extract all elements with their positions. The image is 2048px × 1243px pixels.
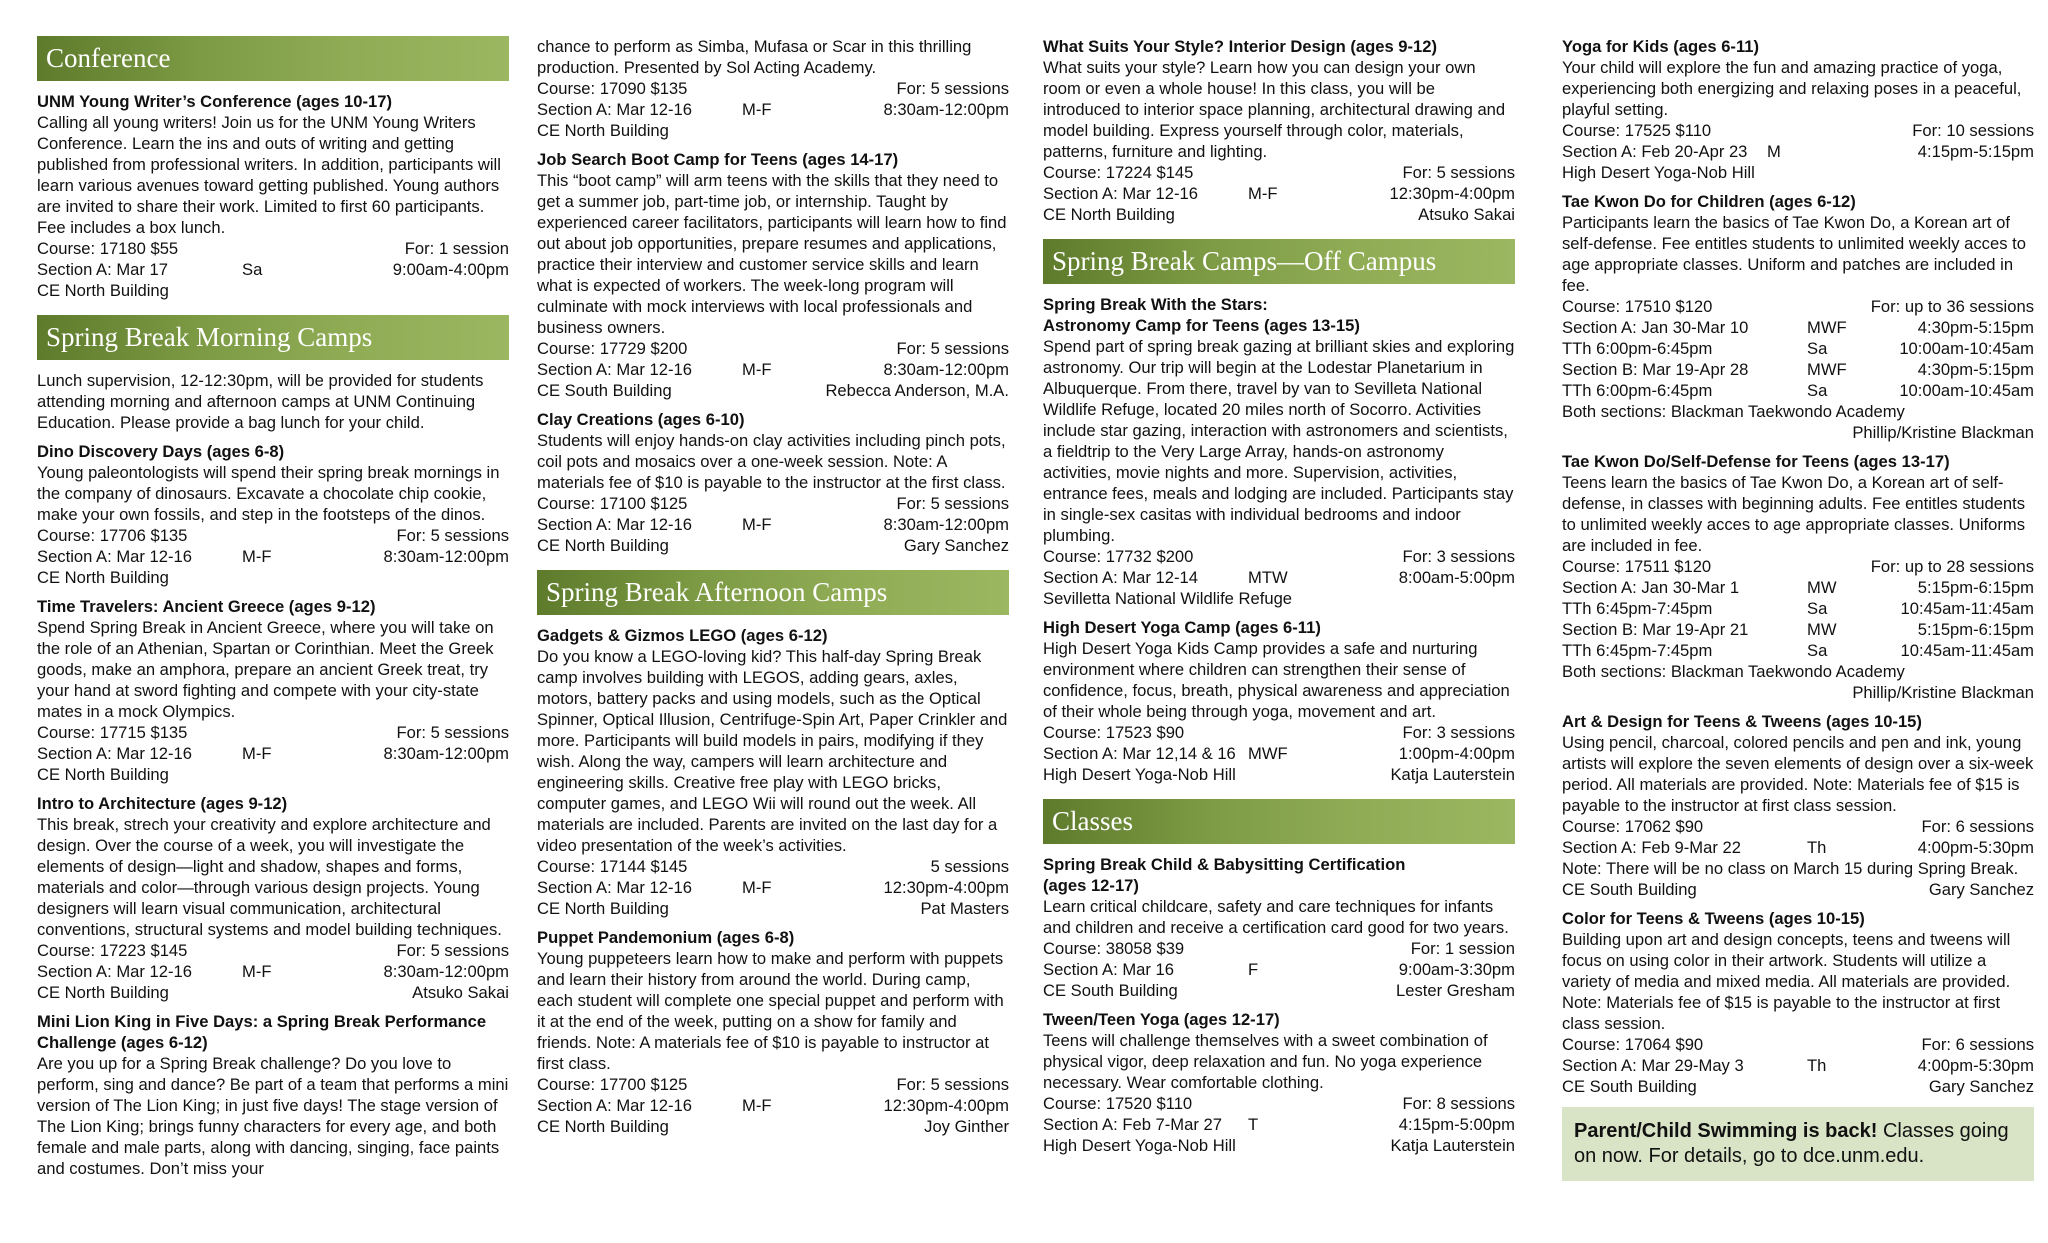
section-time: 4:15pm-5:00pm	[1398, 1115, 1515, 1134]
section-dates: Section A: Feb 20-Apr 23	[1562, 142, 1748, 161]
course-location: CE South Building	[1562, 880, 1697, 899]
column-2	[537, 36, 1009, 1145]
section-dates: TTh 6:45pm-7:45pm	[1562, 641, 1713, 660]
course-description-continued: chance to perform as Simba, Mufasa or Scar in this thrilling production. Presented by Sol Acting Academy.	[537, 37, 972, 77]
section-days: MW	[1807, 620, 1837, 639]
section-time: 8:30am-12:00pm	[883, 100, 1009, 119]
course-instructor: Phillip/Kristine Blackman	[1852, 683, 2034, 702]
course-number: Course: 17729 $200	[537, 339, 688, 358]
section-dates: TTh 6:45pm-7:45pm	[1562, 599, 1713, 618]
section-dates: Section A: Mar 12-16	[37, 744, 192, 763]
course-sessions: For: 8 sessions	[1402, 1094, 1515, 1113]
course-sessions: For: 5 sessions	[896, 1075, 1009, 1094]
course-location: CE South Building	[1043, 981, 1178, 1000]
course-entry	[37, 1011, 509, 1179]
course-number: Course: 38058 $39	[1043, 939, 1185, 958]
course-entry	[1043, 36, 1515, 225]
course-title: UNM Young Writer’s Conference (ages 10-17)	[37, 92, 393, 111]
course-description: Participants learn the basics of Tae Kwon Do, a Korean art of self-defense. Fee entitles students to unlimited weekly acces to age appropriate classes. Uniform and patches are included in fee.	[1562, 213, 2026, 295]
section-time: 4:00pm-5:30pm	[1917, 838, 2034, 857]
course-number: Course: 17732 $200	[1043, 547, 1194, 566]
section-time: 10:00am-10:45am	[1899, 339, 2034, 358]
course-entry	[537, 927, 1009, 1137]
section-time: 5:15pm-6:15pm	[1917, 578, 2034, 597]
course-entry	[537, 409, 1009, 556]
course-entry	[37, 793, 509, 1003]
section-dates: Section A: Feb 9-Mar 22	[1562, 838, 1741, 857]
course-entry	[1043, 854, 1515, 1001]
course-number: Course: 17706 $135	[37, 526, 188, 545]
course-sessions: For: 5 sessions	[896, 339, 1009, 358]
course-location: CE North Building	[537, 121, 669, 140]
section-dates: Section A: Mar 12,14 & 16	[1043, 744, 1236, 763]
course-number: Course: 17223 $145	[37, 941, 188, 960]
course-sessions: For: up to 28 sessions	[1870, 557, 2034, 576]
course-location: CE South Building	[1562, 1077, 1697, 1096]
section-dates: TTh 6:00pm-6:45pm	[1562, 339, 1713, 358]
course-description: This break, strech your creativity and explore architecture and design. Over the course of a week, you will investigate the elements of design—light and shadow, shapes and forms, materials and color—through various design projects. Young designers will learn visual communication, architectural conventions, structural systems and model building techniques.	[37, 815, 502, 939]
course-instructor: Lester Gresham	[1396, 981, 1515, 1000]
course-title: Gadgets & Gizmos LEGO (ages 6-12)	[537, 626, 828, 645]
section-days: Sa	[1807, 599, 1828, 618]
section-time: 8:30am-12:00pm	[383, 547, 509, 566]
course-title: Spring Break Child & Babysitting Certification	[1043, 855, 1406, 874]
course-location: CE South Building	[537, 381, 672, 400]
section-time: 12:30pm-4:00pm	[883, 1096, 1009, 1115]
section-days: Sa	[1807, 641, 1828, 660]
swimming-callout	[1562, 1107, 2034, 1181]
course-number: Course: 17224 $145	[1043, 163, 1194, 182]
section-time: 4:30pm-5:15pm	[1917, 360, 2034, 379]
course-description: Young puppeteers learn how to make and perform with puppets and learn their history from around the world. During camp, each student will complete one special puppet and perform with it at the end of the week, putting on a show for family and friends. Note: A materials fee of $10 is payable to instructor at first class.	[537, 949, 1004, 1073]
section-days: F	[1248, 960, 1259, 979]
course-sessions: For: 3 sessions	[1402, 547, 1515, 566]
section-time: 12:30pm-4:00pm	[883, 878, 1009, 897]
course-title: High Desert Yoga Camp (ages 6-11)	[1043, 618, 1321, 637]
section-time: 9:00am-4:00pm	[392, 260, 509, 279]
section-dates: Section A: Mar 12-16	[1043, 184, 1198, 203]
section-days: MWF	[1248, 744, 1288, 763]
course-location: Both sections: Blackman Taekwondo Academy	[1562, 402, 1905, 421]
course-number: Course: 17062 $90	[1562, 817, 1704, 836]
swimming-callout-headline: Parent/Child Swimming is back!	[1574, 1120, 1878, 1142]
course-entry	[1562, 908, 2034, 1097]
course-location: Both sections: Blackman Taekwondo Academy	[1562, 662, 1905, 681]
course-title: Spring Break With the Stars:	[1043, 295, 1268, 314]
section-time: 4:30pm-5:15pm	[1917, 318, 2034, 337]
course-location: CE North Building	[537, 1117, 669, 1136]
course-description: Students will enjoy hands-on clay activities including pinch pots, coil pots and mosaics over a one-week session. Note: A materials fee of $10 is payable to the instructor at the first class.	[537, 431, 1006, 492]
section-dates: Section A: Jan 30-Mar 10	[1562, 318, 1749, 337]
section-time: 10:00am-10:45am	[1899, 381, 2034, 400]
course-instructor: Atsuko Sakai	[412, 983, 509, 1002]
course-entry	[1043, 294, 1515, 609]
section-days: M-F	[742, 100, 772, 119]
section-days: M	[1767, 142, 1781, 161]
course-title: Intro to Architecture (ages 9-12)	[37, 794, 288, 813]
course-number: Course: 17511 $120	[1562, 557, 1712, 576]
course-location: CE North Building	[37, 765, 169, 784]
course-sessions: For: 5 sessions	[396, 526, 509, 545]
course-description: Are you up for a Spring Break challenge? Do you love to perform, sing and dance? Be part of a team that performs a mini version of The Lion King; in just five days! The stage version of The Lion King; brings funny characters for every age, and both female and male parts, along with dancing, singing, face paints and costumes. Don’t miss your	[37, 1054, 509, 1178]
course-sessions: For: up to 36 sessions	[1870, 297, 2034, 316]
course-instructor: Katja Lauterstein	[1390, 1136, 1515, 1155]
course-description: This “boot camp” will arm teens with the skills that they need to get a summer job, part-time job, or internship. Taught by experienced career facilitators, participants will learn how to find out about job opportunities, prepare resumes and applications, practice their interview and customer service skills and learn what is expected of workers. The week-long program will culminate with mock interviews with local professionals and business owners.	[537, 171, 1007, 337]
section-days: MW	[1807, 578, 1837, 597]
course-number: Course: 17715 $135	[37, 723, 188, 742]
course-title: Dino Discovery Days (ages 6-8)	[37, 442, 285, 461]
course-entry	[1562, 191, 2034, 443]
section-dates: Section A: Mar 12-16	[537, 360, 692, 379]
course-description: Building upon art and design concepts, teens and tweens will focus on using color in their artwork. Students will utilize a variety of media and mixed media. All materials are provided. Note: Materials fee of $15 is payable to the instructor at first class session.	[1562, 930, 2011, 1033]
course-instructor: Joy Ginther	[924, 1117, 1009, 1136]
section-time: 4:15pm-5:15pm	[1917, 142, 2034, 161]
course-description: Using pencil, charcoal, colored pencils and pen and ink, young artists will explore the seven elements of design over a six-week period. All materials are provided. Note: Materials fee of $15 is payable to the instructor at first class session.	[1562, 733, 2034, 815]
section-days: Sa	[1807, 381, 1828, 400]
course-number: Course: 17520 $110	[1043, 1094, 1193, 1113]
section-dates: Section A: Mar 12-16	[537, 515, 692, 534]
course-sessions: For: 5 sessions	[896, 79, 1009, 98]
course-location: High Desert Yoga-Nob Hill	[1043, 765, 1236, 784]
course-entry	[537, 36, 1009, 141]
course-title: Tween/Teen Yoga (ages 12-17)	[1043, 1010, 1280, 1029]
course-entry	[1043, 617, 1515, 785]
section-days: M-F	[742, 360, 772, 379]
course-sessions: 5 sessions	[930, 857, 1009, 876]
course-subtitle: Astronomy Camp for Teens (ages 13-15)	[1043, 316, 1360, 335]
course-description: Teens will challenge themselves with a sweet combination of physical vigor, deep relaxation and fun. No yoga experience necessary. Wear comfortable clothing.	[1043, 1031, 1488, 1092]
section-dates: Section A: Mar 16	[1043, 960, 1174, 979]
column-4	[1562, 36, 2034, 1181]
course-number: Course: 17525 $110	[1562, 121, 1712, 140]
section-dates: Section A: Mar 12-16	[537, 100, 692, 119]
course-title: Time Travelers: Ancient Greece (ages 9-12)	[37, 597, 376, 616]
section-days: Th	[1807, 838, 1827, 857]
course-instructor: Phillip/Kristine Blackman	[1852, 423, 2034, 442]
course-description: Do you know a LEGO-loving kid? This half-day Spring Break camp involves building with LEGOS, adding gears, axles, motors, battery packs and using models, such as the Optical Spinner, Optical Illusion, Centrifuge-Spin Art, Paper Crinkler and more. Participants will build models in pairs, modifying if they wish. Along the way, campers will learn architecture and engineering skills. Creative free play with LEGO bricks, computer games, and LEGO Wii will round out the week. All materials are included. Parents are invited on the last day for a video presentation of the week’s activities.	[537, 647, 1008, 855]
section-days: Th	[1807, 1056, 1827, 1075]
course-location: CE North Building	[37, 568, 169, 587]
course-description: Calling all young writers! Join us for the UNM Young Writers Conference. Learn the ins and outs of writing and getting published from professional writers. In addition, participants will learn various avenues toward getting published. Young authors are invited to share their work. Limited to first 60 participants. Fee includes a box lunch.	[37, 113, 501, 237]
course-note: Note: There will be no class on March 15 during Spring Break.	[1562, 859, 2019, 878]
section-days: MWF	[1807, 318, 1847, 337]
course-entry	[1562, 36, 2034, 183]
course-sessions: For: 10 sessions	[1912, 121, 2034, 140]
course-number: Course: 17510 $120	[1562, 297, 1713, 316]
course-number: Course: 17180 $55	[37, 239, 179, 258]
section-time: 1:00pm-4:00pm	[1398, 744, 1515, 763]
course-entry	[1043, 1009, 1515, 1156]
swimming-callout-text: Classes going on now. For details, go to dce.unm.edu.	[1574, 1120, 2009, 1167]
course-entry	[1562, 451, 2034, 703]
course-sessions: For: 5 sessions	[1402, 163, 1515, 182]
course-title: What Suits Your Style? Interior Design (ages 9-12)	[1043, 37, 1438, 56]
course-entry	[1562, 711, 2034, 900]
section-time: 5:15pm-6:15pm	[1917, 620, 2034, 639]
course-entry	[537, 149, 1009, 401]
section-header-afternoon-camps: Spring Break Afternoon Camps	[537, 570, 1009, 615]
course-location: CE North Building	[37, 281, 169, 300]
course-instructor: Gary Sanchez	[903, 536, 1009, 555]
course-description: What suits your style? Learn how you can design your own room or even a whole house! In this class, you will be introduced to interior space planning, architectural drawing and model building. Express yourself through color, materials, patterns, furniture and lighting.	[1043, 58, 1506, 161]
course-title: Tae Kwon Do for Children (ages 6-12)	[1562, 192, 1856, 211]
column-3	[1043, 36, 1515, 1164]
section-dates: Section B: Mar 19-Apr 28	[1562, 360, 1749, 379]
course-sessions: For: 6 sessions	[1921, 817, 2034, 836]
course-sessions: For: 1 session	[1410, 939, 1515, 958]
course-sessions: For: 5 sessions	[896, 494, 1009, 513]
course-number: Course: 17100 $125	[537, 494, 688, 513]
section-header-conference: Conference	[37, 36, 509, 81]
course-location: CE North Building	[537, 536, 669, 555]
course-number: Course: 17064 $90	[1562, 1035, 1704, 1054]
section-days: M-F	[242, 547, 272, 566]
course-location: High Desert Yoga-Nob Hill	[1562, 163, 1755, 182]
section-time: 10:45am-11:45am	[1900, 599, 2034, 618]
course-description: High Desert Yoga Kids Camp provides a safe and nurturing environment where children can strengthen their sense of confidence, focus, breath, physical awareness and appreciation of their whole being through yoga, movement and art.	[1043, 639, 1510, 721]
section-days: Sa	[242, 260, 263, 279]
section-header-off-campus: Spring Break Camps—Off Campus	[1043, 239, 1515, 284]
course-title: Art & Design for Teens & Tweens (ages 10-15)	[1562, 712, 1922, 731]
course-location: Sevilletta National Wildlife Refuge	[1043, 589, 1293, 608]
section-dates: Section A: Mar 17	[37, 260, 168, 279]
course-instructor: Atsuko Sakai	[1418, 205, 1515, 224]
section-header-classes: Classes	[1043, 799, 1515, 844]
column-1	[37, 36, 509, 1187]
course-instructor: Rebecca Anderson, M.A.	[825, 381, 1009, 400]
section-header-morning-camps: Spring Break Morning Camps	[37, 315, 509, 360]
course-description: Your child will explore the fun and amazing practice of yoga, experiencing both energizing and relaxing poses in a peaceful, playful setting.	[1562, 58, 2022, 119]
section-time: 4:00pm-5:30pm	[1917, 1056, 2034, 1075]
section-time: 8:30am-12:00pm	[383, 744, 509, 763]
section-days: MWF	[1807, 360, 1847, 379]
section-days: M-F	[742, 1096, 772, 1115]
course-title: Mini Lion King in Five Days: a Spring Break Performance Challenge (ages 6-12)	[37, 1012, 487, 1052]
section-days: M-F	[742, 515, 772, 534]
section-dates: Section A: Mar 12-16	[537, 1096, 692, 1115]
course-number: Course: 17523 $90	[1043, 723, 1185, 742]
course-sessions: For: 3 sessions	[1402, 723, 1515, 742]
section-dates: Section A: Feb 7-Mar 27	[1043, 1115, 1222, 1134]
section-days: Sa	[1807, 339, 1828, 358]
section-days: M-F	[742, 878, 772, 897]
course-description: Teens learn the basics of Tae Kwon Do, a Korean art of self-defense, in classes with beginning adults. Fee entitles students to unlimited weekly acces to age appropriate classes. Uniforms are included in fee.	[1562, 473, 2026, 555]
course-instructor: Gary Sanchez	[1928, 1077, 2034, 1096]
section-dates: Section A: Mar 12-16	[37, 547, 192, 566]
course-title: Tae Kwon Do/Self-Defense for Teens (ages 13-17)	[1562, 452, 1950, 471]
course-description: Spend part of spring break gazing at brilliant skies and exploring astronomy. Our trip will begin at the Lodestar Planetarium in Albuquerque. From there, travel by van to Sevilleta National Wildlife Refuge, located 20 miles north of Socorro. Activities include star gazing, interaction with astronomers and scientists, a fieldtrip to the Very Large Array, hands-on astronomy activities, movie nights and more. Supervision, activities, entrance fees, meals and lodging are included. Participants stay in single-sex casitas with individual bedrooms and indoor plumbing.	[1043, 337, 1515, 545]
section-dates: Section A: Mar 29-May 3	[1562, 1056, 1744, 1075]
course-entry	[37, 441, 509, 588]
section-dates: TTh 6:00pm-6:45pm	[1562, 381, 1713, 400]
course-title: Clay Creations (ages 6-10)	[537, 410, 745, 429]
section-time: 8:30am-12:00pm	[883, 360, 1009, 379]
course-entry	[37, 596, 509, 785]
course-title: Job Search Boot Camp for Teens (ages 14-17)	[537, 150, 899, 169]
section-time: 8:00am-5:00pm	[1398, 568, 1515, 587]
course-entry	[537, 625, 1009, 919]
course-description: Spend Spring Break in Ancient Greece, where you will take on the role of an Athenian, Spartan or Corinthian. Meet the Greek goods, make an amphora, prepare an ancient Greek treat, try your hand at sword fighting and compete with your city-state mates in a mock Olympics.	[37, 618, 494, 721]
course-entry	[37, 91, 509, 301]
section-dates: Section A: Mar 12-16	[537, 878, 692, 897]
course-sessions: For: 6 sessions	[1921, 1035, 2034, 1054]
section-time: 8:30am-12:00pm	[883, 515, 1009, 534]
section-time: 10:45am-11:45am	[1900, 641, 2034, 660]
section-dates: Section A: Mar 12-16	[37, 962, 192, 981]
course-title: Color for Teens & Tweens (ages 10-15)	[1562, 909, 1865, 928]
section-intro: Lunch supervision, 12-12:30pm, will be provided for students attending morning and afternoon camps at UNM Continuing Education. Please provide a bag lunch for your child.	[37, 371, 484, 432]
course-number: Course: 17144 $145	[537, 857, 688, 876]
section-time: 8:30am-12:00pm	[383, 962, 509, 981]
course-instructor: Katja Lauterstein	[1390, 765, 1515, 784]
section-time: 12:30pm-4:00pm	[1389, 184, 1515, 203]
course-instructor: Pat Masters	[920, 899, 1009, 918]
section-days: MTW	[1248, 568, 1288, 587]
course-location: CE North Building	[37, 983, 169, 1002]
course-location: CE North Building	[1043, 205, 1175, 224]
course-sessions: For: 5 sessions	[396, 941, 509, 960]
course-number: Course: 17700 $125	[537, 1075, 688, 1094]
course-instructor: Gary Sanchez	[1928, 880, 2034, 899]
section-dates: Section B: Mar 19-Apr 21	[1562, 620, 1749, 639]
section-days: M-F	[242, 962, 272, 981]
section-time: 9:00am-3:30pm	[1398, 960, 1515, 979]
course-number: Course: 17090 $135	[537, 79, 688, 98]
course-title: Yoga for Kids (ages 6-11)	[1562, 37, 1760, 56]
course-description: Young paleontologists will spend their spring break mornings in the company of dinosaurs. Excavate a chocolate chip cookie, make your own fossils, and step in the footsteps of the dinos.	[37, 463, 500, 524]
course-title: Puppet Pandemonium (ages 6-8)	[537, 928, 795, 947]
section-days: M-F	[1248, 184, 1278, 203]
course-description: Learn critical childcare, safety and care techniques for infants and children and receive a certification card good for two years.	[1043, 897, 1509, 937]
course-location: High Desert Yoga-Nob Hill	[1043, 1136, 1236, 1155]
course-subtitle: (ages 12-17)	[1043, 876, 1139, 895]
section-days: T	[1248, 1115, 1259, 1134]
course-sessions: For: 1 session	[404, 239, 509, 258]
section-dates: Section A: Mar 12-14	[1043, 568, 1198, 587]
course-location: CE North Building	[537, 899, 669, 918]
section-days: M-F	[242, 744, 272, 763]
course-sessions: For: 5 sessions	[396, 723, 509, 742]
section-dates: Section A: Jan 30-Mar 1	[1562, 578, 1740, 597]
